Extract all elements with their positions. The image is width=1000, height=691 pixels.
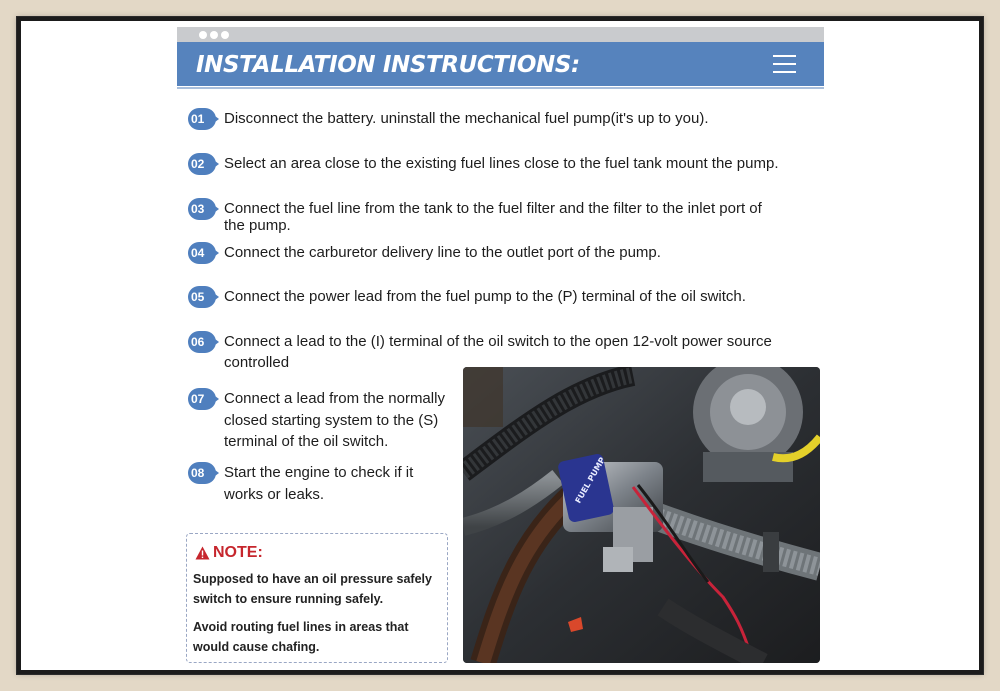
engine-bay-illustration xyxy=(463,367,820,663)
warning-triangle-icon xyxy=(195,546,210,560)
step-number-badge: 07 xyxy=(188,388,216,410)
step-text: Connect a lead to the (I) terminal of the oil switch to the open 12-volt power source controlled xyxy=(224,333,772,371)
note-title xyxy=(195,544,263,562)
header-underline xyxy=(177,87,824,89)
step-number-badge: 05 xyxy=(188,286,216,308)
note-box xyxy=(186,533,448,663)
step-text: Connect the power lead from the fuel pump to the (P) terminal of the oil switch. xyxy=(224,288,746,305)
step-number-badge: 06 xyxy=(188,331,216,353)
step-text: Connect the fuel line from the tank to the fuel filter and the filter to the inlet port of the pump. xyxy=(224,200,762,234)
step-number-badge: 02 xyxy=(188,153,216,175)
step-text: Select an area close to the existing fuel lines close to the fuel tank mount the pump. xyxy=(224,155,779,172)
step-text: Connect the carburetor delivery line to the outlet port of the pump. xyxy=(224,244,661,261)
note-paragraph: Supposed to have an oil pressure safely switch to ensure running safely. xyxy=(193,572,432,606)
window-titlebar xyxy=(177,27,824,42)
window-dot xyxy=(210,31,218,39)
step-text: Connect a lead from the normally closed starting system to the (S) terminal of the oil switch. xyxy=(224,390,445,450)
step-text: Start the engine to check if it works or leaks. xyxy=(224,464,414,503)
window-dots xyxy=(199,31,229,39)
window-dot xyxy=(221,31,229,39)
page-title: INSTALLATION INSTRUCTIONS: xyxy=(196,52,580,78)
note-paragraph: Avoid routing fuel lines in areas that would cause chafing. xyxy=(193,620,409,654)
fuel-pump-photo xyxy=(463,367,820,663)
note-title-text: NOTE: xyxy=(213,544,263,561)
step-number-badge: 04 xyxy=(188,242,216,264)
hamburger-menu-icon[interactable] xyxy=(773,55,796,73)
pump-label: FUEL PUMP xyxy=(573,455,608,505)
step-text: Disconnect the battery. uninstall the mechanical fuel pump(it's up to you). xyxy=(224,110,709,127)
step-number-badge: 03 xyxy=(188,198,216,220)
step-number-badge: 01 xyxy=(188,108,216,130)
window-dot xyxy=(199,31,207,39)
step-number-badge: 08 xyxy=(188,462,216,484)
